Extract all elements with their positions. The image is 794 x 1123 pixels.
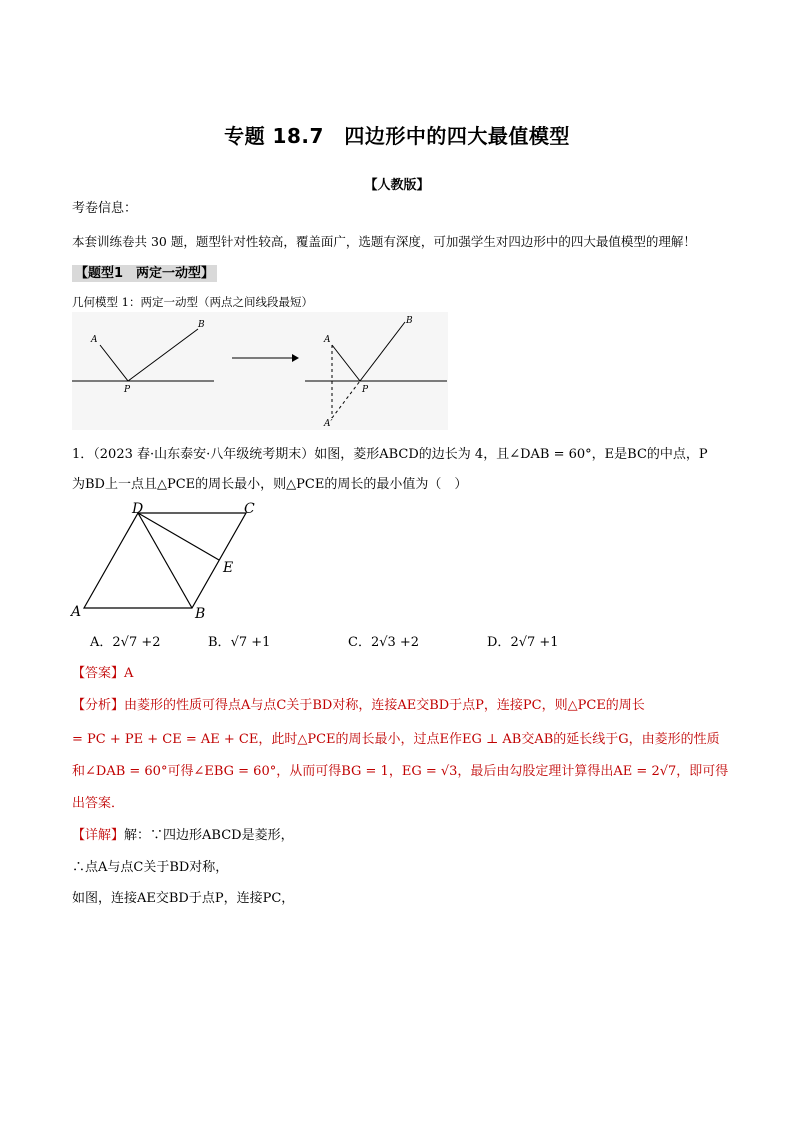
edition-label: 【人教版】	[364, 178, 430, 193]
answer-line	[72, 664, 133, 684]
rhombus-label-e: E	[223, 560, 234, 576]
option-d-value: 2√7 +1	[510, 635, 559, 650]
detail-text-1: 解：∵四边形ABCD是菱形，	[124, 828, 294, 843]
analysis-line-4: 出答案．	[72, 796, 125, 811]
right-label-a: A	[324, 335, 331, 345]
option-b-label: B．	[208, 635, 231, 650]
left-label-b: B	[198, 320, 205, 330]
rhombus-figure	[68, 500, 268, 622]
detail-line-3: 如图，连接AE交BD于点P，连接PC，	[72, 891, 295, 906]
detail-label: 【详解】	[72, 828, 125, 843]
option-c-label: C．	[348, 635, 371, 650]
option-a[interactable]	[90, 633, 161, 653]
section-heading	[72, 262, 217, 281]
option-a-label: A．	[90, 635, 113, 650]
info-label: 考卷信息：	[72, 201, 138, 216]
analysis-text-1: 由菱形的性质可得点A与点C关于BD对称，连接AE交BD于点P，连接PC，则△PCE的周长	[124, 698, 645, 713]
option-d-label: D．	[487, 635, 511, 650]
left-label-p: P	[124, 385, 131, 395]
detail-line-2: ∴点A与点C关于BD对称，	[72, 860, 229, 875]
page-title: 专题 18.7 四边形中的四大最值模型	[224, 124, 570, 148]
question-line-1: 1．（2023 春·山东泰安·八年级统考期末）如图，菱形ABCD的边长为 4，且∠DAB = 60°，E是BC的中点，P	[72, 447, 708, 462]
right-label-p: P	[362, 385, 369, 395]
answer-value: A	[124, 666, 134, 681]
detail-line-1	[72, 826, 294, 846]
rhombus-label-c: C	[244, 501, 255, 517]
analysis-line-2: = PC + PE + CE = AE + CE，此时△PCE的周长最小，过点E作EG ⊥ AB交AB的延长线于G，由菱形的性质	[72, 732, 720, 747]
section-tag: 【题型1 两定一动型】	[72, 265, 217, 282]
rhombus-label-a: A	[71, 604, 82, 620]
info-text: 本套训练卷共 30 题，题型针对性较高，覆盖面广，选题有深度，可加强学生对四边形中的四大最值模型的理解！	[72, 234, 696, 249]
right-label-b: B	[406, 316, 413, 326]
diagonal-bd	[138, 513, 192, 608]
analysis-line-1	[72, 696, 645, 716]
option-c-value: 2√3 +2	[370, 635, 420, 650]
right-label-a-prime: A′	[324, 419, 333, 429]
option-b[interactable]	[208, 633, 270, 653]
answer-label: 【答案】	[72, 666, 125, 681]
rhombus-label-d: D	[132, 501, 144, 517]
option-c[interactable]	[348, 633, 419, 653]
option-d[interactable]	[487, 633, 559, 653]
option-b-value: √7 +1	[230, 635, 271, 650]
left-label-a: A	[91, 335, 98, 345]
analysis-label: 【分析】	[72, 698, 125, 713]
model-figure	[72, 312, 448, 430]
rhombus-label-b: B	[195, 606, 206, 622]
question-line-2: 为BD上一点且△PCE的周长最小，则△PCE的周长的最小值为（ ）	[72, 477, 468, 492]
model-caption: 几何模型 1：两定一动型（两点之间线段最短）	[72, 295, 313, 309]
analysis-line-3: 和∠DAB = 60°可得∠EBG = 60°，从而可得BG = 1，EG = √3，最后由勾股定理计算得出AE = 2√7，即可得	[72, 764, 729, 779]
model-figure-background	[72, 312, 448, 430]
option-a-value: 2√7 +2	[112, 635, 161, 650]
segment-de	[138, 513, 219, 560]
